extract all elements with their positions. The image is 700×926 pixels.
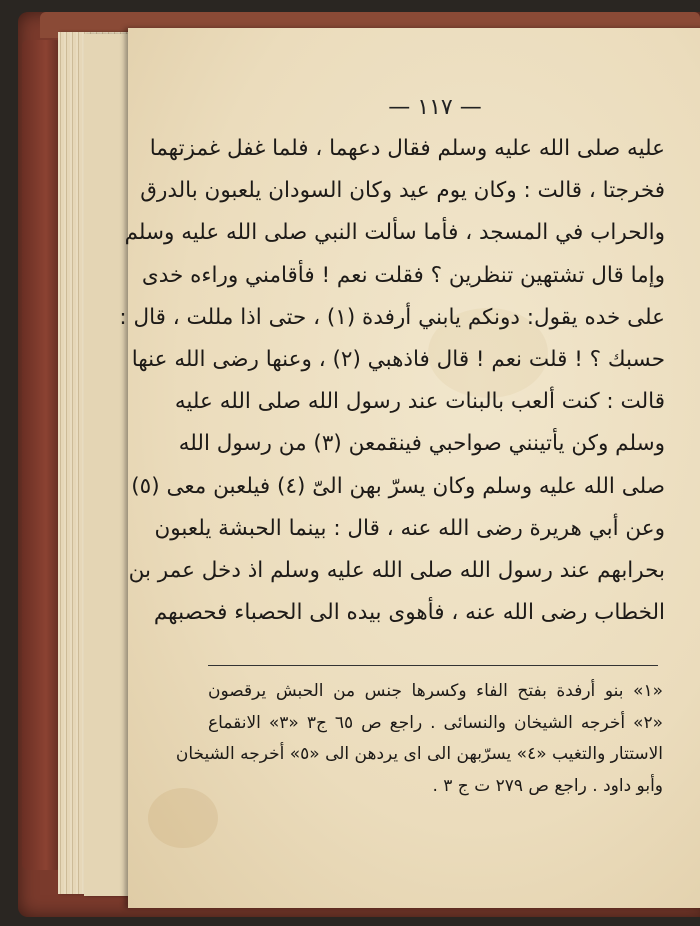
page-stack-inner bbox=[84, 34, 134, 896]
text-line: عليه صلى الله عليه وسلم فقال دعهما ، فلما غفل غمزتهما bbox=[149, 136, 665, 161]
book-spine bbox=[22, 40, 62, 870]
footnote-line: «١» بنو أرفدة بفتح الفاء وكسرها جنس من الحبش يرقصون bbox=[208, 681, 663, 701]
text-line: قالت : كنت ألعب بالبنات عند رسول الله صلى الله عليه bbox=[174, 389, 665, 415]
text-line: فخرجتا ، قالت : وكان يوم عيد وكان السودان يلعبون بالدرق bbox=[140, 178, 665, 204]
text-line: والحراب في المسجد ، فأما سألت النبي صلى الله عليه وسلم bbox=[124, 220, 665, 246]
text-line: صلى الله عليه وسلم وكان يسرّ بهن الىّ (٤) فيلعبن معى (٥) bbox=[131, 473, 665, 499]
footnotes bbox=[175, 676, 663, 802]
text-line: وعن أبي هريرة رضى الله عنه ، قال : بينما الحبشة يلعبون bbox=[154, 515, 665, 541]
footnote-divider bbox=[208, 665, 658, 666]
text-line: وإما قال تشتهين تنظرين ؟ فقلت نعم ! فأقامني وراءه خدى bbox=[141, 262, 665, 288]
text-line: على خده يقول: دونكم يابني أرفدة (١) ، حتى اذا مللت ، قال : bbox=[119, 304, 665, 330]
text-line: وسلم وكن يأتينني صواحبي فينقمعن (٣) من رسول الله bbox=[178, 431, 665, 457]
body-text bbox=[119, 128, 665, 634]
footnote-line: وأبو داود . راجع ص ٢٧٩ ت ج ٣ . bbox=[432, 775, 663, 796]
text-line: الخطاب رضى الله عنه ، فأهوى بيده الى الحصباء فحصبهم bbox=[153, 600, 665, 626]
text-line: بحرابهم عند رسول الله صلى الله عليه وسلم اذ دخل عمر بن bbox=[128, 557, 665, 583]
footnote-line: «٢» أخرجه الشيخان والنسائى . راجع ص ٦٥ ج٣ «٣» الانقماع bbox=[208, 712, 663, 733]
text-line: حسبك ؟ ! قلت نعم ! قال فاذهبي (٢) ، وعنها رضى الله عنها bbox=[131, 346, 665, 372]
page-number: — ١١٧ — bbox=[388, 95, 482, 120]
footnote-line: الاستتار والتغيب «٤» يسرّبهن الى اى يردهن الى «٥» أخرجه الشيخان bbox=[175, 744, 663, 765]
